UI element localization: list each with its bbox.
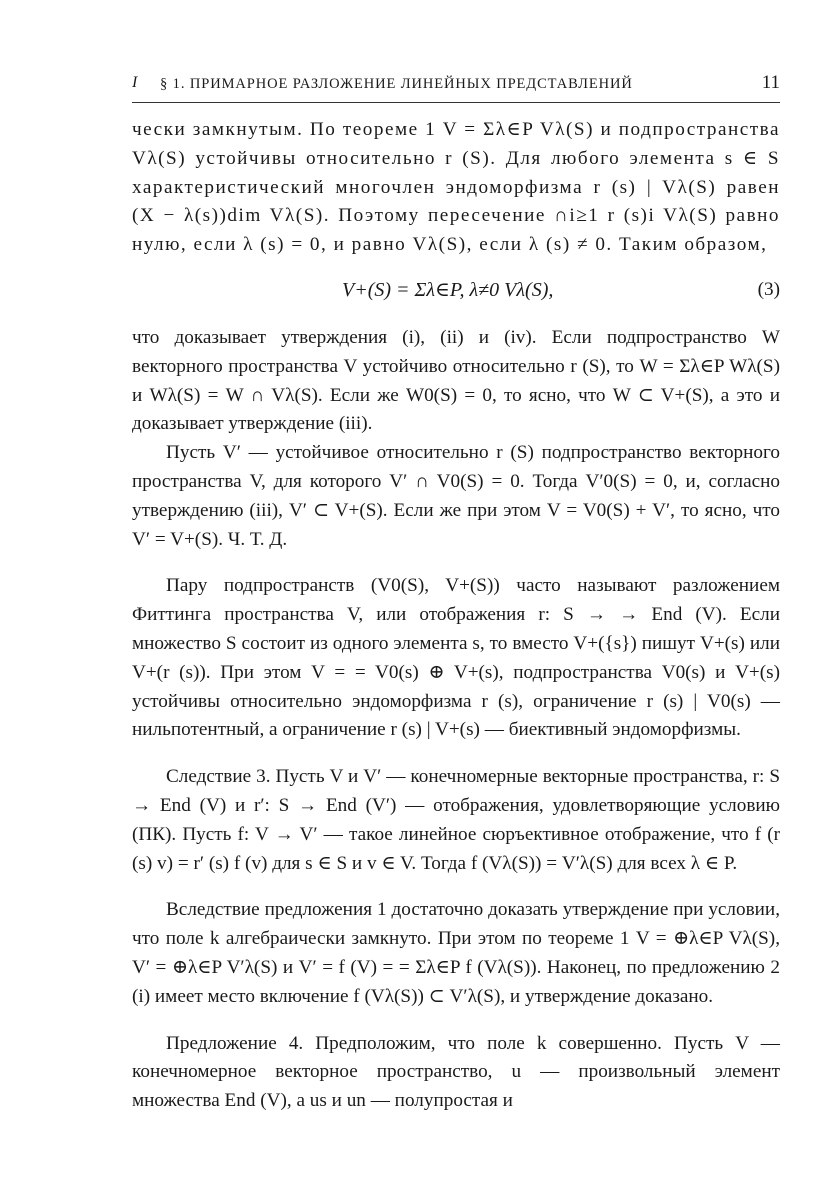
corollary-3-proof: Вследствие предложения 1 достаточно доказать утверждение при условии, что поле k алгебраически замкнуто. При этом по теореме 1 V = ⊕λ∈P Vλ(S), V′ = ⊕λ∈P V′λ(S) и V′ = f (V) = = Σλ∈P f (Vλ(S)). Наконец, по предложению 2 (i) имеет место включение f (Vλ(S)) ⊂ V′λ(S), и утверждение доказано. (132, 899, 780, 1007)
running-header (132, 70, 780, 98)
corollary-3: Следствие 3. Пусть V и V′ — конечномерные векторные пространства, r: S → End (V) и r′: S → End (V′) — отображения, удовлетворяющие условию (ПК). Пусть f: V → V′ — такое линейное сюръективное отображение, что f (r (s) v) = r′ (s) f (v) для s ∈ S и v ∈ V. Тогда f (Vλ(S)) = V′λ(S) для всех λ ∈ P. (132, 766, 780, 874)
running-title: § 1. ПРИМАРНОЕ РАЗЛОЖЕНИЕ ЛИНЕЙНЫХ ПРЕДСТАВЛЕНИЙ (160, 76, 633, 92)
paragraph-3: Пусть V′ — устойчивое относительно r (S) подпространство векторного пространства V, для которого V′ ∩ V0(S) = 0. Тогда V′0(S) = 0, и, согласно утверждению (iii), V′ ⊂ V+(S). Если же при этом V = V0(S) + V′, то ясно, что V′ = V+(S). Ч. Т. Д. (132, 442, 780, 550)
paragraph-4: Пару подпространств (V0(S), V+(S)) часто называют разложением Фиттинга пространства V, или отображения r: S → → End (V). Если множество S состоит из одного элемента s, то вместо V+({s}) пишут V+(s) или V+(r (s)). При этом V = = V0(s) ⊕ V+(s), подпространства V0(s) и V+(s) устойчивы относительно эндоморфизма r (s), ограничение r (s) | V0(s) — нильпотентный, а ограничение r (s) | V+(s) — биективный эндоморфизмы. (132, 575, 780, 741)
paragraph-1: чески замкнутым. По теореме 1 V = Σλ∈P Vλ(S) и подпространства Vλ(S) устойчивы относительно r (S). Для любого элемента s ∈ S характеристический многочлен эндоморфизма r (s) | Vλ(S) равен (X − λ(s))dim Vλ(S). Поэтому пересечение ∩i≥1 r (s)i Vλ(S) равно нулю, если λ (s) = 0, и равно Vλ(S), если λ (s) ≠ 0. Таким образом, (132, 119, 780, 256)
formula-3-number: (3) (757, 278, 780, 300)
proposition-4: Предложение 4. Предположим, что поле k совершенно. Пусть V — конечномерное векторное пространство, u — произвольный элемент множества End (V), а us и un — полупростая и (132, 1032, 780, 1112)
section-marker: I (132, 74, 138, 91)
paragraph-2: что доказывает утверждения (i), (ii) и (iv). Если подпространство W векторного пространства V устойчиво относительно r (S), то W = Σλ∈P Wλ(S) и Wλ(S) = W ∩ Vλ(S). Если же W0(S) = 0, то ясно, что W ⊂ V+(S), а это и доказывает утверждение (iii). (132, 326, 780, 435)
page-body (132, 116, 780, 1116)
book-page (132, 0, 780, 1191)
page-number: 11 (761, 72, 780, 93)
formula-3 (132, 260, 780, 324)
formula-3-expression: V+(S) = Σλ∈P, λ≠0 Vλ(S), (342, 278, 554, 301)
header-rule (132, 102, 780, 103)
